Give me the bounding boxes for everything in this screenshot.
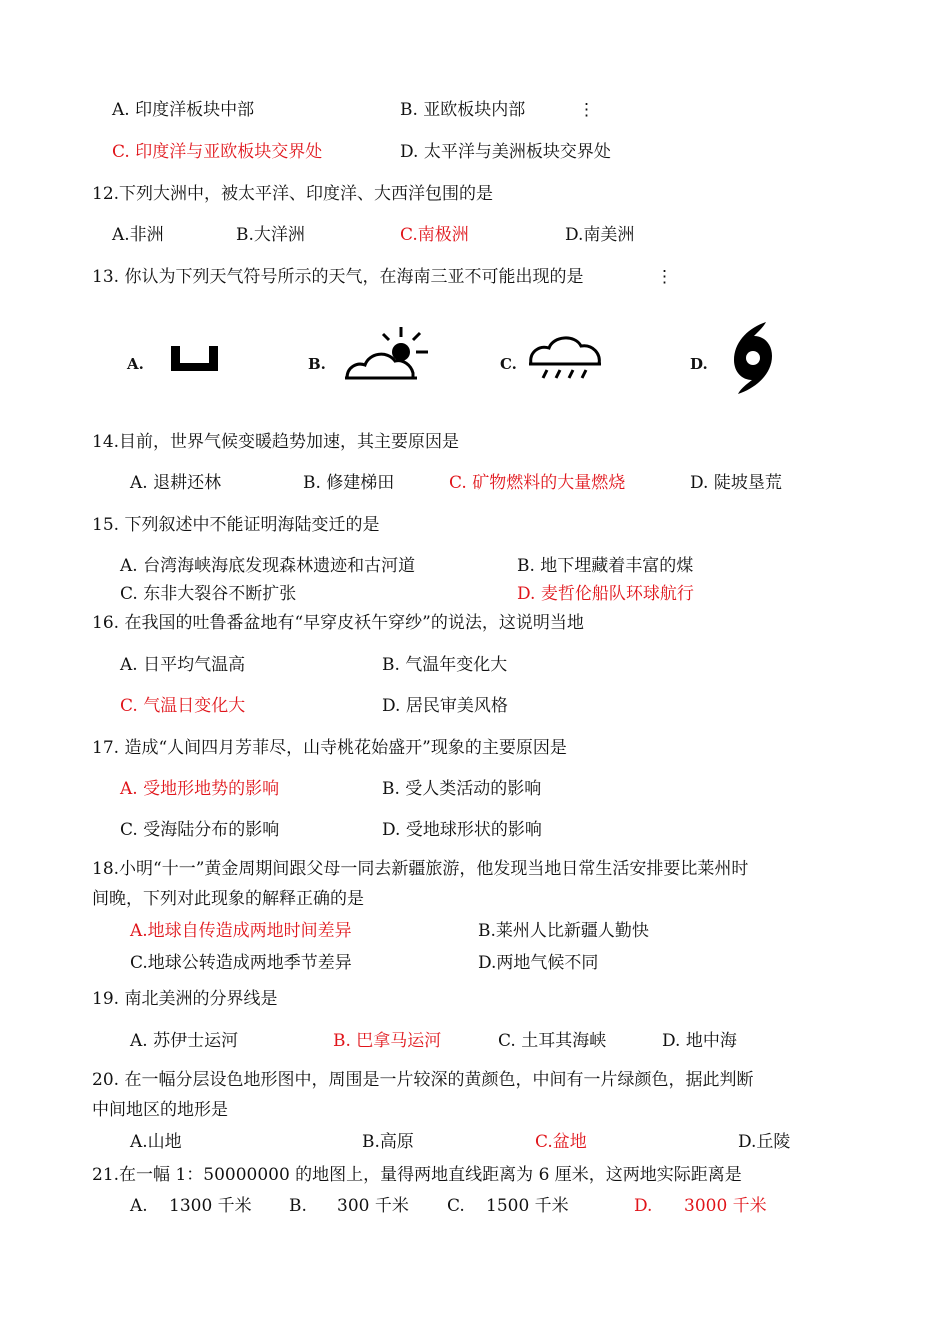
typhoon-icon	[728, 320, 778, 396]
q14-option-c: C. 矿物燃料的大量燃烧	[449, 473, 626, 493]
q20-stem-line2: 中间地区的地形是	[92, 1100, 228, 1120]
q20-option-b: B.高原	[362, 1132, 414, 1152]
q12-option-b: B.大洋洲	[236, 225, 305, 245]
sandstorm-icon	[168, 343, 222, 373]
q21-option-a-key: A.	[130, 1196, 148, 1216]
q21-option-c-value: 1500 千米	[486, 1196, 569, 1216]
q17-option-c: C. 受海陆分布的影响	[120, 820, 280, 840]
q12-option-d: D.南美洲	[565, 225, 635, 245]
q13-stem-mark: ⋮	[656, 267, 673, 287]
q19-stem: 19. 南北美洲的分界线是	[92, 989, 278, 1009]
q20-option-a: A.山地	[130, 1132, 182, 1152]
q11-option-d: D. 太平洋与美洲板块交界处	[400, 142, 611, 162]
q15-option-c: C. 东非大裂谷不断扩张	[120, 584, 297, 604]
q19-option-c: C. 土耳其海峡	[498, 1031, 607, 1051]
q21-option-b-key: B.	[289, 1196, 307, 1216]
q18-stem-line1: 18.小明“十一”黄金周期间跟父母一同去新疆旅游，他发现当地日常生活安排要比莱州时	[92, 859, 749, 879]
q16-option-b: B. 气温年变化大	[382, 655, 508, 675]
q14-option-a: A. 退耕还林	[130, 473, 222, 493]
q15-option-a: A. 台湾海峡海底发现森林遗迹和古河道	[120, 556, 416, 576]
q18-option-b: B.莱州人比新疆人勤快	[478, 921, 649, 941]
q12-option-c: C.南极洲	[400, 225, 469, 245]
q21-option-d-value: 3000 千米	[684, 1196, 767, 1216]
q18-option-c: C.地球公转造成两地季节差异	[130, 953, 352, 973]
q18-stem-line2: 间晚，下列对此现象的解释正确的是	[92, 889, 364, 909]
q20-stem-line1: 20. 在一幅分层设色地形图中，周围是一片较深的黄颜色，中间有一片绿颜色，据此判断	[92, 1070, 754, 1090]
q21-option-d-key: D.	[634, 1196, 653, 1216]
q12-stem: 12.下列大洲中，被太平洋、印度洋、大西洋包围的是	[92, 184, 494, 204]
q16-option-a: A. 日平均气温高	[120, 655, 246, 675]
q20-option-c: C.盆地	[535, 1132, 587, 1152]
partly-cloudy-icon	[343, 323, 431, 383]
q21-option-c-key: C.	[447, 1196, 465, 1216]
q21-option-b-value: 300 千米	[337, 1196, 409, 1216]
q14-option-d: D. 陡坡垦荒	[690, 473, 782, 493]
q16-option-c: C. 气温日变化大	[120, 696, 246, 716]
q16-option-d: D. 居民审美风格	[382, 696, 508, 716]
q18-option-a: A.地球自传造成两地时间差异	[130, 921, 352, 941]
q14-option-b: B. 修建梯田	[303, 473, 395, 493]
q13-stem: 13. 你认为下列天气符号所示的天气，在海南三亚不可能出现的是	[92, 267, 584, 287]
q11-option-c: C. 印度洋与亚欧板块交界处	[112, 142, 323, 162]
q16-stem: 16. 在我国的吐鲁番盆地有“早穿皮袄午穿纱”的说法，这说明当地	[92, 613, 584, 633]
q14-stem: 14.目前，世界气候变暖趋势加速，其主要原因是	[92, 432, 460, 452]
q15-option-d: D. 麦哲伦船队环球航行	[517, 584, 694, 604]
q19-option-a: A. 苏伊士运河	[130, 1031, 239, 1051]
q11-option-a: A. 印度洋板块中部	[112, 100, 255, 120]
rain-icon	[527, 330, 603, 386]
q11-option-b-mark: ⋮	[578, 100, 595, 120]
q17-stem: 17. 造成“人间四月芳菲尽，山寺桃花始盛开”现象的主要原因是	[92, 738, 567, 758]
q15-option-b: B. 地下埋藏着丰富的煤	[517, 556, 694, 576]
q19-option-d: D. 地中海	[662, 1031, 737, 1051]
q11-option-b: B. 亚欧板块内部	[400, 100, 526, 120]
q20-option-d: D.丘陵	[738, 1132, 791, 1152]
q21-stem: 21.在一幅 1：50000000 的地图上，量得两地直线距离为 6 厘米，这两地实际距离是	[92, 1165, 742, 1185]
q19-option-b: B. 巴拿马运河	[333, 1031, 442, 1051]
q18-option-d: D.两地气候不同	[478, 953, 599, 973]
q13-label-c: C.	[500, 355, 517, 373]
q13-label-b: B.	[308, 355, 326, 373]
q17-option-a: A. 受地形地势的影响	[120, 779, 280, 799]
q13-label-a: A.	[127, 355, 144, 373]
q21-option-a-value: 1300 千米	[169, 1196, 252, 1216]
q12-option-a: A.非洲	[112, 225, 164, 245]
q15-stem: 15. 下列叙述中不能证明海陆变迁的是	[92, 515, 380, 535]
q13-label-d: D.	[690, 355, 708, 373]
q17-option-d: D. 受地球形状的影响	[382, 820, 542, 840]
q17-option-b: B. 受人类活动的影响	[382, 779, 542, 799]
